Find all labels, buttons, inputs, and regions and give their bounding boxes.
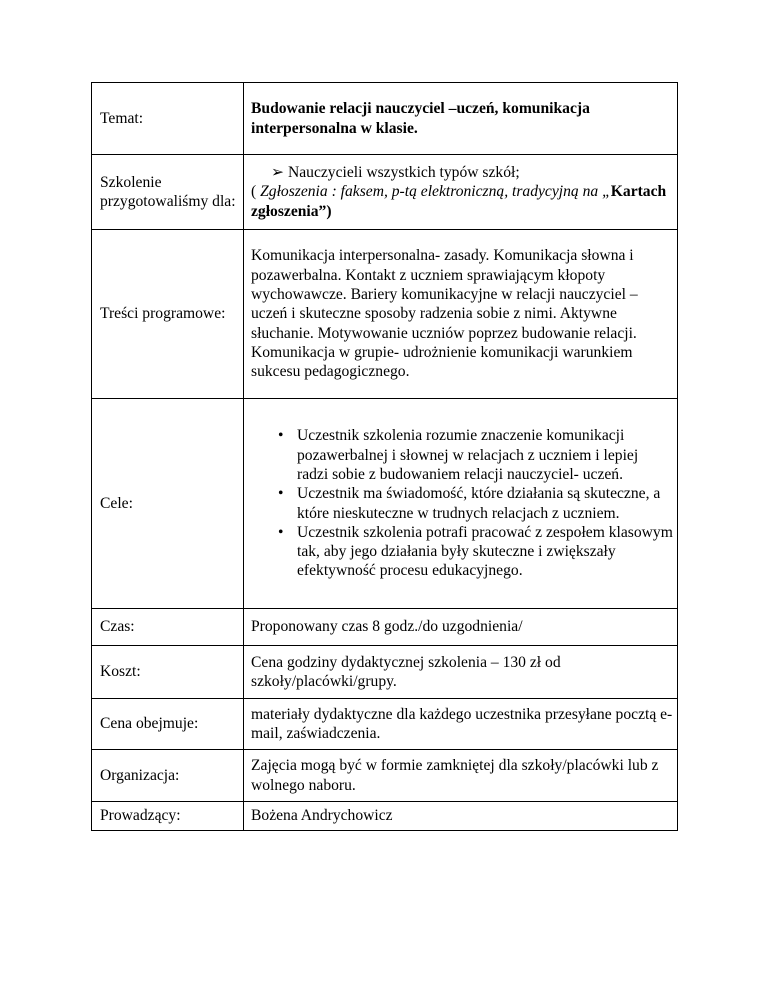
- label-szkolenie: Szkolenie przygotowaliśmy dla:: [92, 155, 244, 230]
- goals-list: [251, 426, 673, 580]
- row-organizacja: [92, 750, 678, 802]
- arrow-bullet-icon: ➢: [271, 164, 285, 182]
- value-koszt: Cena godziny dydaktycznej szkolenia – 130 zł od szkoły/placówki/grupy.: [244, 646, 678, 699]
- registration-note: [251, 182, 673, 221]
- row-tresci: [92, 230, 678, 399]
- goal-item: [251, 523, 673, 581]
- row-koszt: [92, 646, 678, 699]
- value-szkolenie: [244, 155, 678, 230]
- value-cele: [244, 399, 678, 609]
- label-temat: Temat:: [92, 83, 244, 155]
- value-cena: materiały dydaktyczne dla każdego uczestnika przesyłane pocztą e-mail, zaświadczenia.: [244, 699, 678, 750]
- note-bold-text: Kartach zgłoszenia”): [251, 183, 667, 220]
- goal-text: Uczestnik szkolenia potrafi pracować z zespołem klasowym tak, aby jego działania były skuteczne i zwiększały efektywność procesu edukacyjnego.: [297, 523, 673, 580]
- label-koszt: Koszt:: [92, 646, 244, 699]
- label-czas: Czas:: [92, 609, 244, 646]
- bullet-icon: •: [278, 485, 284, 503]
- row-cele: [92, 399, 678, 609]
- audience-line: [251, 163, 673, 182]
- goal-item: [251, 426, 673, 484]
- label-organizacja: Organizacja:: [92, 750, 244, 802]
- goal-text: Uczestnik szkolenia rozumie znaczenie komunikacji pozawerbalnej i słownej w relacjach z uczniem i lepiej radzi sobie z budowaniem relacji nauczyciel- uczeń.: [297, 427, 639, 483]
- row-cena: [92, 699, 678, 750]
- audience-text: Nauczycieli wszystkich typów szkół;: [287, 164, 520, 182]
- note-open-paren: (: [251, 183, 261, 201]
- label-cele: Cele:: [92, 399, 244, 609]
- value-temat: Budowanie relacji nauczyciel –uczeń, komunikacja interpersonalna w klasie.: [244, 83, 678, 155]
- label-cena: Cena obejmuje:: [92, 699, 244, 750]
- value-prowadzacy: Bożena Andrychowicz: [244, 802, 678, 831]
- note-italic-text: Zgłoszenia : faksem, p-tą elektroniczną, tradycyjną na „: [260, 183, 611, 201]
- bullet-icon: •: [278, 427, 284, 445]
- row-szkolenie: [92, 155, 678, 230]
- goal-item: [251, 484, 673, 523]
- bullet-icon: •: [278, 523, 284, 541]
- value-czas: Proponowany czas 8 godz./do uzgodnienia/: [244, 609, 678, 646]
- value-tresci: Komunikacja interpersonalna- zasady. Komunikacja słowna i pozawerbalna. Kontakt z uczniem sprawiającym kłopoty wychowawcze. Bariery komunikacyjne w relacji nauczyciel – uczeń i skuteczne sposoby radzenia sobie z nimi. Aktywne słuchanie. Motywowanie uczniów poprzez budowanie relacji. Komunikacja w grupie- udrożnienie komunikacji warunkiem sukcesu pedagogicznego.: [244, 230, 678, 399]
- row-prowadzacy: [92, 802, 678, 831]
- row-temat: [92, 83, 678, 155]
- row-czas: [92, 609, 678, 646]
- label-tresci: Treści programowe:: [92, 230, 244, 399]
- goal-text: Uczestnik ma świadomość, które działania są skuteczne, a które nieskuteczne w trudnych relacjach z uczniem.: [297, 485, 661, 522]
- label-prowadzacy: Prowadzący:: [92, 802, 244, 831]
- training-info-table: [91, 82, 678, 831]
- value-organizacja: Zajęcia mogą być w formie zamkniętej dla szkoły/placówki lub z wolnego naboru.: [244, 750, 678, 802]
